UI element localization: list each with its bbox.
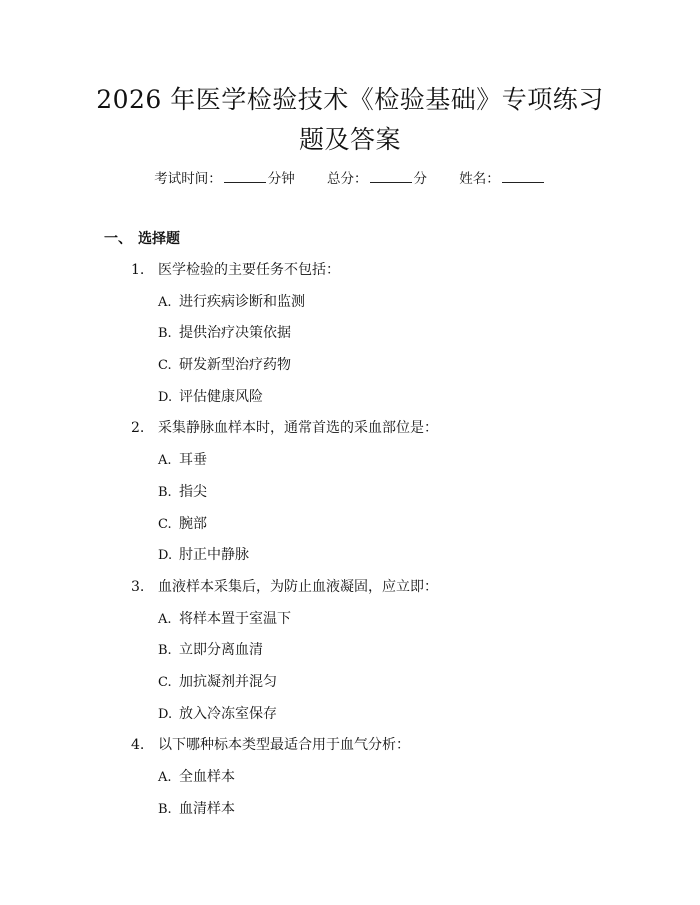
- exam-time-unit: 分钟: [267, 171, 295, 187]
- exam-score-label: 总分：: [327, 171, 368, 187]
- option-letter: B.: [158, 643, 172, 659]
- question-text: 血液样本采集后，为防止血液凝固，应立即：: [158, 578, 438, 595]
- question-text: 以下哪种标本类型最适合用于血气分析：: [158, 737, 410, 754]
- exam-time: [154, 168, 295, 189]
- option-letter: C.: [158, 358, 172, 374]
- question-1-option-c: [0, 355, 700, 387]
- question-2-option-c: [0, 514, 700, 546]
- question-number: 1.: [131, 262, 145, 278]
- option-text: 研发新型治疗药物: [179, 357, 291, 374]
- section-title: 选择题: [138, 231, 180, 247]
- question-1: [0, 260, 700, 292]
- option-letter: C.: [158, 516, 172, 532]
- exam-score-unit: 分: [413, 171, 427, 187]
- exam-score-blank: [370, 168, 412, 183]
- question-text: 采集静脉血样本时，通常首选的采血部位是：: [158, 420, 438, 437]
- option-text: 全血样本: [179, 769, 235, 785]
- title-line-1: 2026 年医学检验技术《检验基础》专项练习: [96, 85, 604, 114]
- option-letter: B.: [158, 484, 172, 500]
- option-text: 提供治疗决策依据: [179, 325, 291, 342]
- option-letter: A.: [158, 294, 172, 310]
- option-text: 立即分离血清: [179, 642, 263, 659]
- question-2-option-d: [0, 545, 700, 577]
- exam-name-label: 姓名：: [459, 171, 500, 187]
- option-text: 血清样本: [179, 800, 235, 817]
- option-text: 评估健康风险: [179, 388, 263, 405]
- option-letter: D.: [158, 389, 173, 405]
- question-1-option-d: [0, 387, 700, 419]
- question-3: [0, 577, 700, 609]
- option-letter: B.: [158, 326, 172, 342]
- exam-name-blank: [502, 168, 544, 183]
- exam-info: [0, 168, 700, 189]
- question-4-option-a: [0, 767, 700, 799]
- question-3-option-a: [0, 609, 700, 641]
- option-letter: A.: [158, 770, 172, 785]
- option-letter: B.: [158, 801, 172, 817]
- option-text: 加抗凝剂并混匀: [179, 673, 277, 690]
- question-text: 医学检验的主要任务不包括：: [158, 262, 340, 278]
- title-line-2: 题及答案: [298, 125, 401, 154]
- option-letter: D.: [158, 706, 173, 722]
- question-1-option-a: [0, 292, 700, 324]
- option-text: 肘正中静脉: [179, 547, 249, 564]
- option-letter: C.: [158, 674, 172, 690]
- question-3-option-c: [0, 672, 700, 704]
- option-letter: D.: [158, 548, 173, 564]
- option-letter: A.: [158, 611, 172, 627]
- option-letter: A.: [158, 453, 172, 469]
- question-3-option-d: [0, 704, 700, 736]
- option-text: 进行疾病诊断和监测: [179, 293, 305, 310]
- question-2-option-b: [0, 482, 700, 514]
- option-text: 将样本置于室温下: [179, 610, 291, 627]
- option-text: 耳垂: [179, 452, 207, 469]
- question-number: 3.: [131, 578, 145, 595]
- question-number: 4.: [131, 737, 145, 754]
- question-2: [0, 418, 700, 450]
- question-list: [0, 260, 700, 830]
- question-3-option-b: [0, 640, 700, 672]
- exam-time-blank: [224, 168, 266, 183]
- section-heading: [104, 229, 180, 249]
- question-number: 2.: [131, 420, 145, 437]
- option-text: 放入冷冻室保存: [179, 705, 277, 722]
- option-text: 指尖: [179, 483, 207, 500]
- option-text: 腕部: [179, 515, 207, 532]
- exam-score: [327, 168, 427, 189]
- exam-name: [459, 168, 546, 189]
- question-2-option-a: [0, 450, 700, 482]
- question-4: [0, 735, 700, 767]
- question-4-option-b: [0, 799, 700, 831]
- section-number: 一、: [104, 231, 132, 247]
- exam-time-label: 考试时间：: [154, 171, 222, 187]
- document-title: [90, 80, 610, 160]
- question-1-option-b: [0, 323, 700, 355]
